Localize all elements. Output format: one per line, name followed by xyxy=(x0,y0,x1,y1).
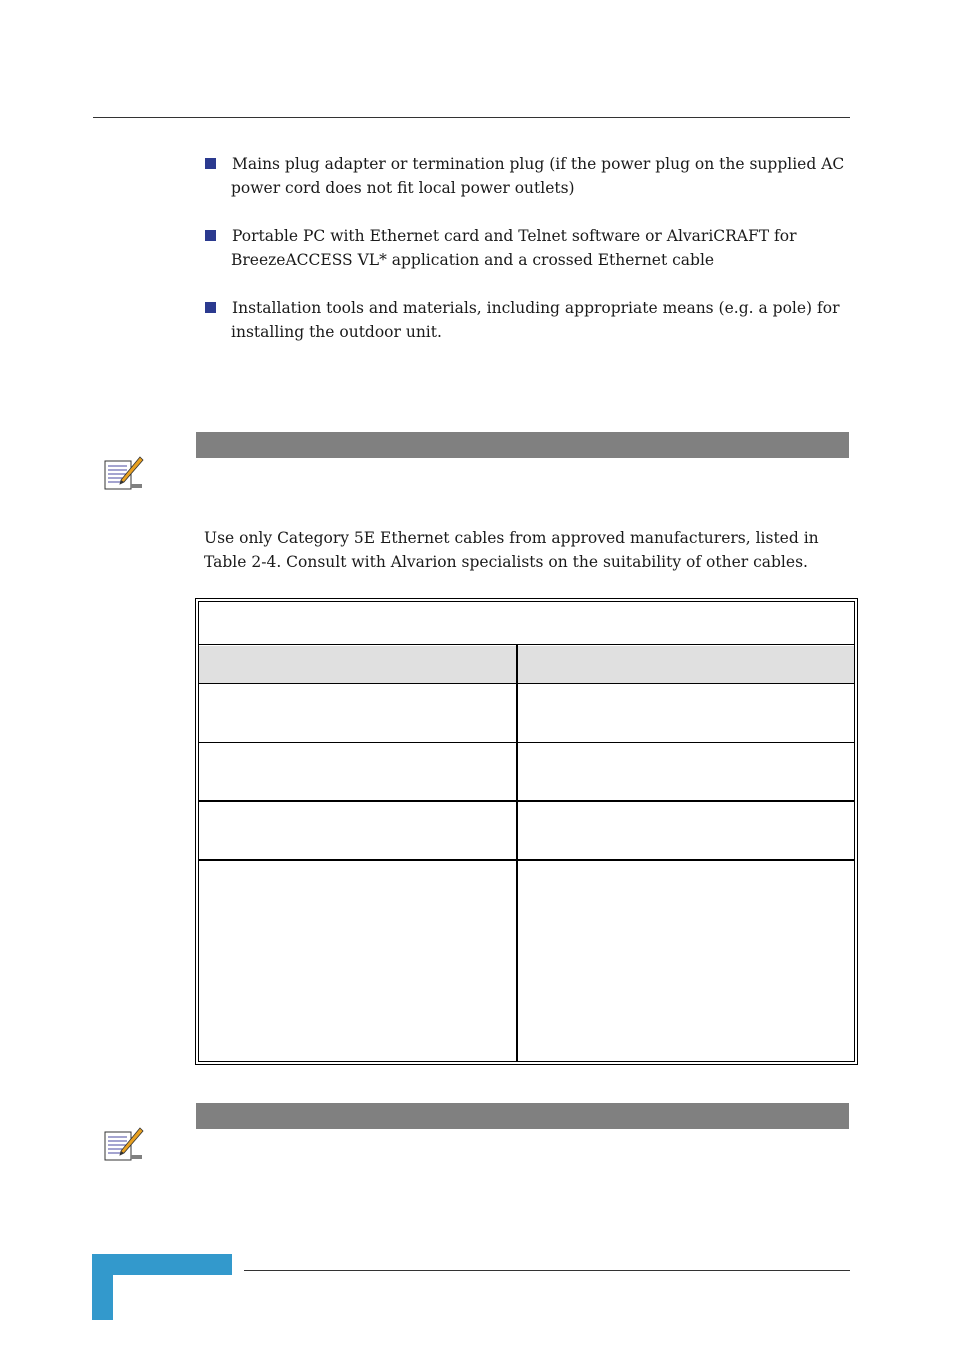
list-item xyxy=(205,224,845,272)
note-pencil-icon xyxy=(104,456,146,492)
list-item-text: Portable PC with Ethernet card and Telnet software or AlvariCRAFT for BreezeACCESS VL* application and a crossed Ethernet cable xyxy=(231,227,797,269)
bullet-square-icon xyxy=(205,230,216,241)
footer-rule xyxy=(244,1270,850,1271)
bullet-square-icon xyxy=(205,158,216,169)
note-header-bar xyxy=(196,1103,849,1129)
list-item xyxy=(205,296,845,344)
table-row-divider xyxy=(198,800,855,802)
table-row-divider xyxy=(198,859,855,861)
list-item-text: Installation tools and materials, including appropriate means (e.g. a pole) for installing the outdoor unit. xyxy=(231,299,840,341)
footer-accent-bar xyxy=(92,1254,232,1275)
note-header-bar xyxy=(196,432,849,458)
table-row-divider xyxy=(198,742,855,743)
list-item-text: Mains plug adapter or termination plug (if the power plug on the supplied AC power cord does not fit local power outlets) xyxy=(231,155,845,197)
table-column-divider xyxy=(516,645,518,1062)
bullet-square-icon xyxy=(205,302,216,313)
footer-accent-bar xyxy=(92,1254,113,1320)
table-row-divider xyxy=(198,683,855,684)
table-caption-divider xyxy=(198,644,855,645)
note-pencil-icon xyxy=(104,1127,146,1163)
list-item xyxy=(205,152,845,200)
header-rule xyxy=(93,117,850,118)
table-header-row xyxy=(199,646,854,683)
body-paragraph: Use only Category 5E Ethernet cables from approved manufacturers, listed in Table 2-4. Consult with Alvarion specialists on the suitability of other cables. xyxy=(204,529,819,571)
